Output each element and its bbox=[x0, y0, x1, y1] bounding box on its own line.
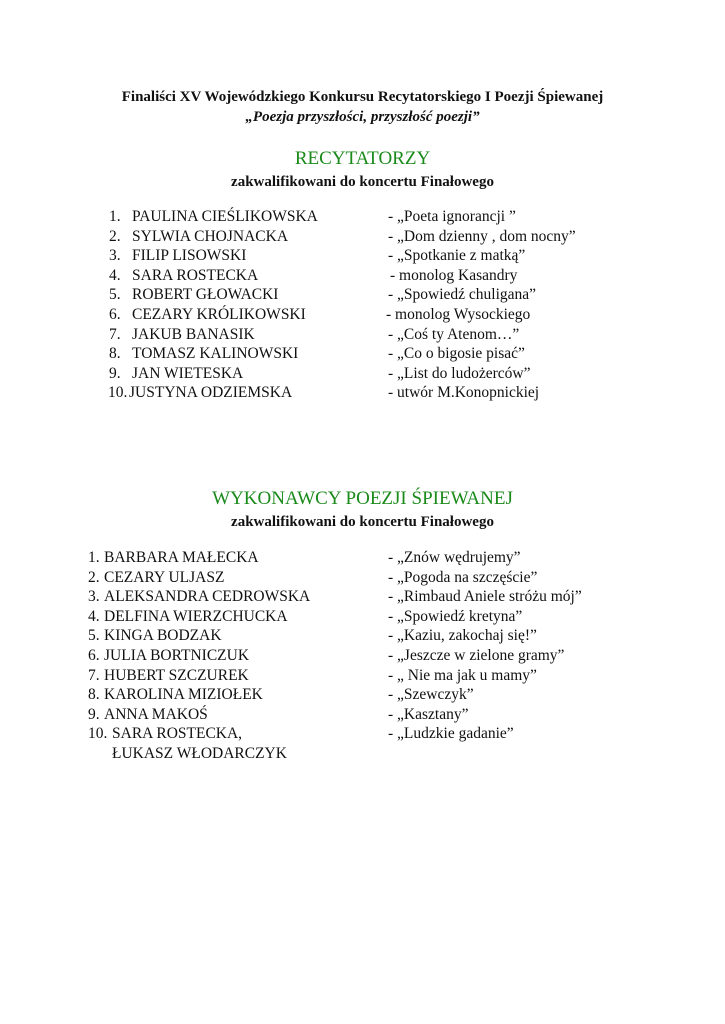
item-name: CEZARY KRÓLIKOWSKI bbox=[132, 305, 306, 323]
list-item bbox=[0, 207, 725, 227]
item-number: 1. bbox=[88, 549, 100, 566]
section-subheading-recytatorzy: zakwalifikowani do koncertu Finałowego bbox=[231, 174, 494, 190]
list-item bbox=[0, 548, 725, 568]
list-poezja-spiewana bbox=[0, 548, 725, 764]
item-name: JUSTYNA ODZIEMSKA bbox=[129, 384, 293, 402]
list-item bbox=[0, 344, 725, 364]
item-number: 7. bbox=[109, 325, 121, 343]
document-title: Finaliści XV Wojewódzkiego Konkursu Recytatorskiego I Poezji Śpiewanej bbox=[121, 89, 604, 105]
item-work: - „Pogoda na szczęście” bbox=[388, 568, 538, 586]
list-item bbox=[0, 705, 725, 725]
item-name: PAULINA CIEŚLIKOWSKA bbox=[132, 208, 318, 225]
list-item bbox=[0, 724, 725, 744]
item-work: - „Spowiedź kretyna” bbox=[388, 607, 523, 625]
item-work: - monolog Kasandry bbox=[390, 266, 518, 284]
item-number: 7. bbox=[88, 666, 100, 684]
section-subheading-poezja-spiewana: zakwalifikowani do koncertu Finałowego bbox=[231, 514, 494, 530]
list-item bbox=[0, 383, 725, 403]
item-work: - utwór M.Konopnickiej bbox=[388, 384, 540, 402]
item-name: ŁUKASZ WŁODARCZYK bbox=[112, 744, 287, 762]
item-work: - „Znów wędrujemy” bbox=[388, 549, 521, 566]
item-work: - „Kaziu, zakochaj się!” bbox=[388, 627, 537, 645]
list-item bbox=[0, 325, 725, 345]
item-number: 9. bbox=[109, 364, 121, 382]
list-item-continuation bbox=[0, 744, 725, 764]
item-name: SARA ROSTECKA bbox=[132, 266, 259, 284]
item-work: - „Dom dzienny , dom nocny” bbox=[388, 227, 576, 245]
list-item bbox=[0, 607, 725, 627]
item-number: 5. bbox=[109, 286, 121, 304]
item-number: 2. bbox=[88, 568, 100, 586]
item-number: 3. bbox=[88, 588, 100, 606]
item-name: CEZARY ULJASZ bbox=[104, 568, 225, 586]
item-number: 2. bbox=[109, 227, 121, 245]
item-work: - „Coś ty Atenom…” bbox=[388, 325, 520, 343]
item-name: DELFINA WIERZCHUCKA bbox=[104, 607, 288, 625]
list-item bbox=[0, 285, 725, 305]
list-item bbox=[0, 587, 725, 607]
item-number: 3. bbox=[109, 247, 121, 265]
document-subtitle: „Poezja przyszłości, przyszłość poezji” bbox=[245, 109, 480, 125]
item-name: FILIP LISOWSKI bbox=[132, 247, 247, 265]
item-name: HUBERT SZCZUREK bbox=[104, 666, 249, 684]
list-item bbox=[0, 246, 725, 266]
item-name: TOMASZ KALINOWSKI bbox=[132, 345, 299, 363]
item-work: - „Szewczyk” bbox=[388, 686, 474, 704]
item-name: BARBARA MAŁECKA bbox=[104, 549, 259, 566]
item-work: - „Co o bigosie pisać” bbox=[388, 345, 525, 363]
item-number: 4. bbox=[109, 266, 121, 284]
item-name: KINGA BODZAK bbox=[104, 627, 222, 645]
list-item bbox=[0, 266, 725, 286]
item-name: ANNA MAKOŚ bbox=[104, 705, 208, 723]
item-work: - „ Nie ma jak u mamy” bbox=[388, 666, 537, 684]
item-number: 9. bbox=[88, 705, 100, 723]
item-name: ROBERT GŁOWACKI bbox=[132, 286, 279, 304]
section-heading-recytatorzy: RECYTATORZY bbox=[294, 148, 431, 169]
list-item bbox=[0, 646, 725, 666]
item-number: 8. bbox=[109, 345, 121, 363]
list-item bbox=[0, 364, 725, 384]
item-number: 1. bbox=[109, 208, 121, 225]
item-number: 6. bbox=[109, 305, 121, 323]
item-number: 10. bbox=[108, 384, 128, 402]
list-recytatorzy bbox=[0, 207, 725, 403]
item-number: 4. bbox=[88, 607, 100, 625]
item-work: - „Ludzkie gadanie” bbox=[388, 725, 514, 743]
item-number: 8. bbox=[88, 686, 100, 704]
item-work: - „Spotkanie z matką” bbox=[388, 247, 526, 265]
item-work: - „Kasztany” bbox=[388, 705, 469, 723]
item-name: JAKUB BANASIK bbox=[132, 325, 255, 343]
item-work: - „List do ludożerców” bbox=[388, 364, 531, 382]
list-item bbox=[0, 626, 725, 646]
list-item bbox=[0, 305, 725, 325]
item-work: - „Spowiedź chuligana” bbox=[388, 286, 537, 304]
item-name: SYLWIA CHOJNACKA bbox=[132, 227, 289, 245]
item-number: 5. bbox=[88, 627, 100, 645]
item-name: SARA ROSTECKA, bbox=[112, 725, 243, 743]
list-item bbox=[0, 227, 725, 247]
item-work: - „Poeta ignorancji ” bbox=[388, 208, 516, 225]
item-number: 6. bbox=[88, 646, 100, 664]
list-item bbox=[0, 568, 725, 588]
item-work: - „Rimbaud Aniele stróżu mój” bbox=[388, 588, 582, 606]
item-number: 10. bbox=[88, 725, 108, 743]
item-name: ALEKSANDRA CEDROWSKA bbox=[104, 588, 311, 606]
item-work: - „Jeszcze w zielone gramy” bbox=[388, 646, 565, 664]
section-heading-poezja-spiewana: WYKONAWCY POEZJI ŚPIEWANEJ bbox=[212, 488, 513, 509]
list-item bbox=[0, 685, 725, 705]
item-name: JAN WIETESKA bbox=[132, 364, 244, 382]
item-name: KAROLINA MIZIOŁEK bbox=[104, 686, 263, 704]
item-name: JULIA BORTNICZUK bbox=[104, 646, 250, 664]
item-work: - monolog Wysockiego bbox=[386, 305, 531, 323]
list-item bbox=[0, 666, 725, 686]
